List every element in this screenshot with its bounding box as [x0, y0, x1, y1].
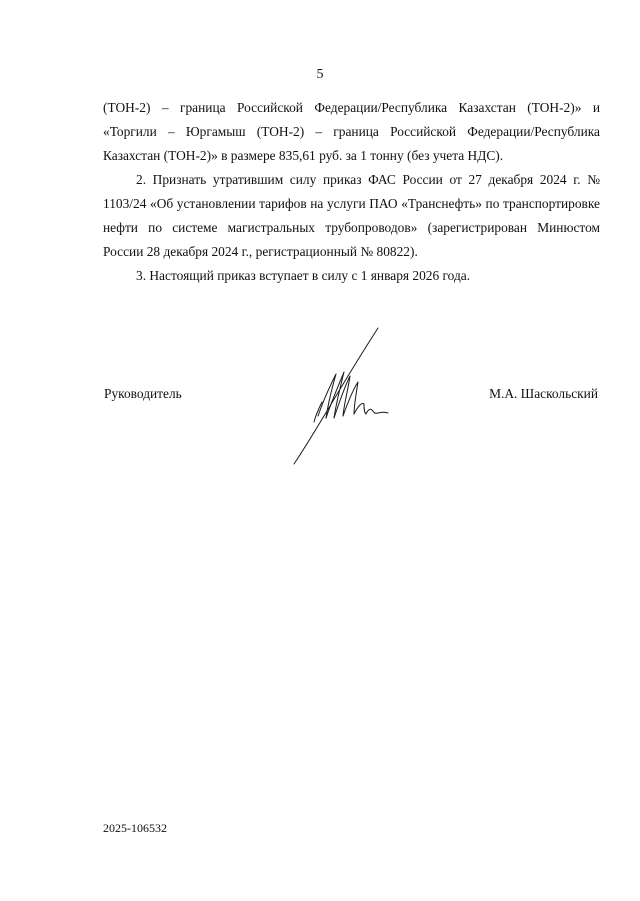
page-number: 5 [316, 67, 324, 82]
signatory-position: Руководитель [104, 386, 182, 401]
registration-number: 2025-106532 [103, 821, 167, 835]
paragraph-2: 2. Признать утратившим силу приказ ФАС России от 27 декабря 2024 г. № 1103/24 «Об установлении тарифов на услуги ПАО «Транснефть» по транспортировке нефти по системе магистральных трубопроводов» (зарегистрирован Минюстом России 28 декабря 2024 г., регистрационный № 80822). [103, 172, 600, 259]
signatory-name: М.А. Шаскольский [489, 386, 598, 401]
handwritten-signature-icon [288, 326, 398, 466]
paragraph-continuation: (ТОН-2) – граница Российской Федерации/Республика Казахстан (ТОН-2)» и «Торгили – Юргамыш (ТОН-2) – граница Российской Федерации/Республика Казахстан (ТОН-2)» в размере 835,61 руб. за 1 тонну (без учета НДС). [103, 100, 600, 163]
document-body [103, 96, 600, 288]
paragraph-3: 3. Настоящий приказ вступает в силу с 1 января 2026 года. [136, 268, 471, 283]
